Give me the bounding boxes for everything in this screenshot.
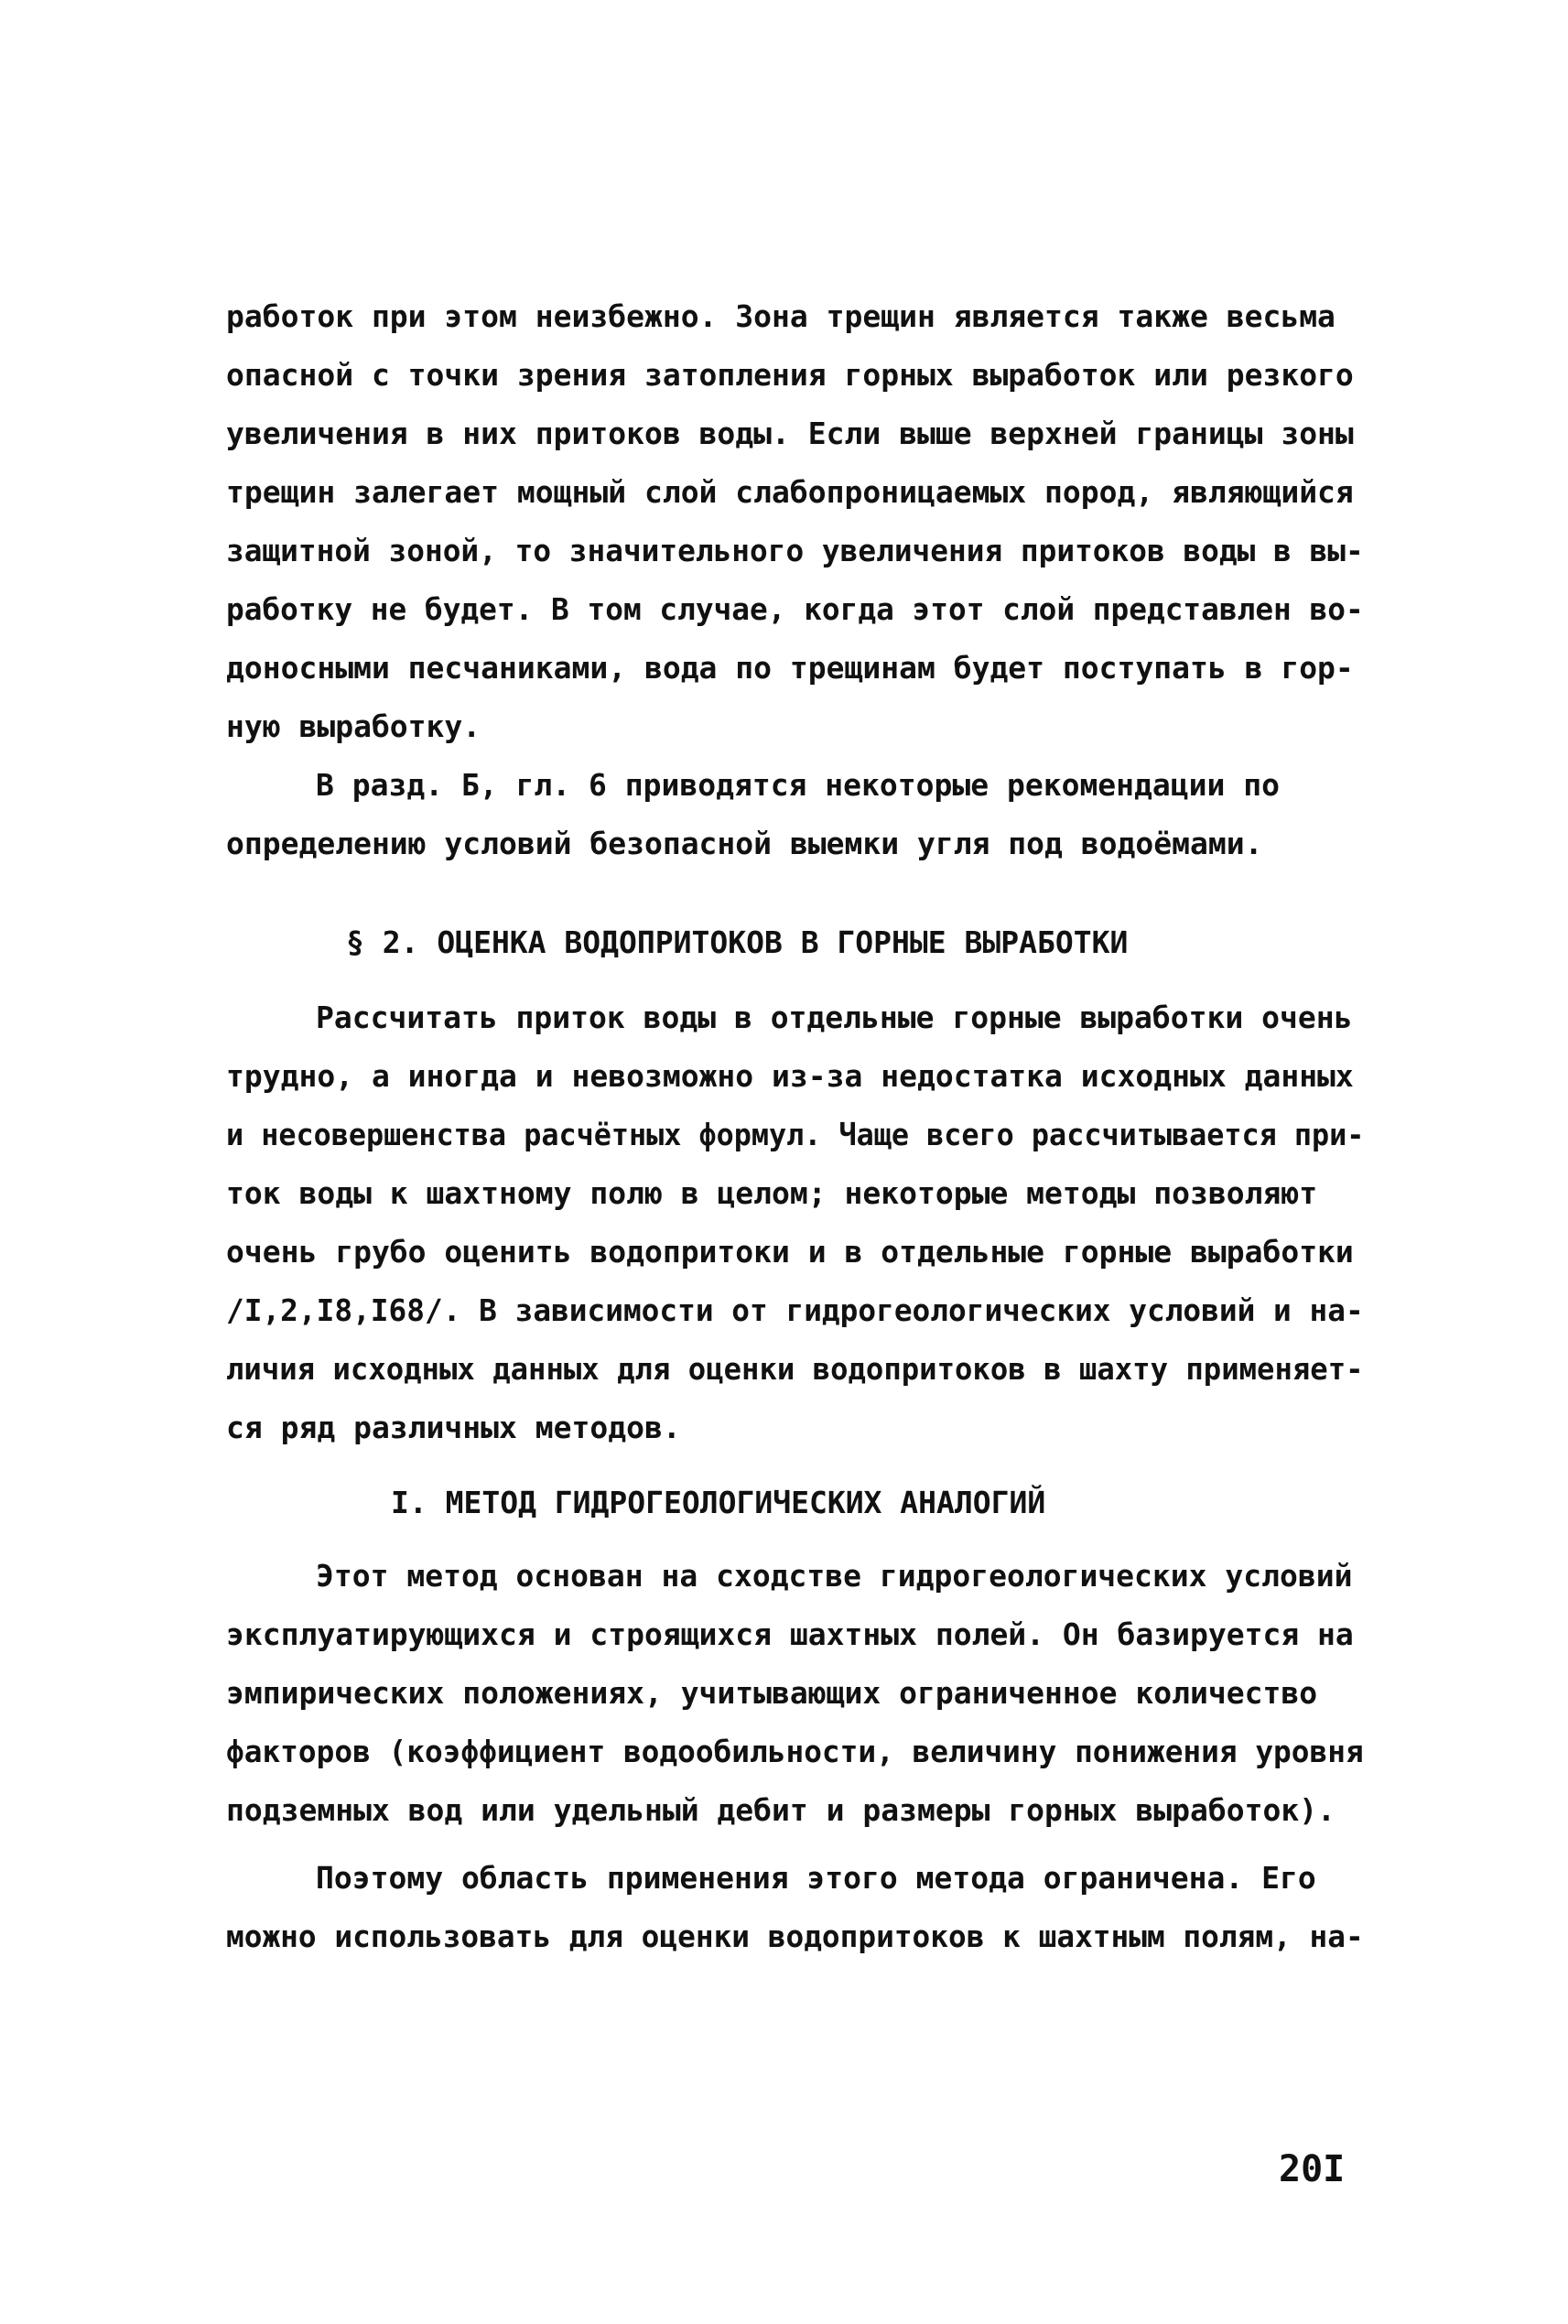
text-line: и несовершенства расчётных формул. Чаще всего рассчитывается при- [226,1117,1365,1152]
text-line: работок при этом неизбежно. Зона трещин является также весьма [226,298,1336,334]
text-line: факторов (коэффициент водообильности, величину понижения уровня [226,1734,1364,1769]
text-line: очень грубо оценить водопритоки и в отдельные горные выработки [226,1234,1354,1270]
text-line: увеличения в них притоков воды. Если выше верхней границы зоны [226,416,1354,451]
text-line: доносными песчаниками, вода по трещинам будет поступать в гор- [226,650,1354,686]
text-line: Этот метод основан на сходстве гидрогеологических условий [316,1558,1353,1594]
text-line: личия исходных данных для оценки водопритоков в шахту применяет- [226,1351,1364,1387]
text-line: эмпирических положениях, учитывающих ограниченное количество [226,1675,1318,1711]
text-line: /I,2,I8,I68/. В зависимости от гидрогеологических условий и на- [226,1292,1364,1328]
text-line: ную выработку. [226,708,481,744]
text-line: трещин залегает мощный слой слабопроницаемых пород, являющийся [226,474,1354,510]
text-line: В разд. Б, гл. 6 приводятся некоторые рекомендации по [316,767,1280,803]
text-line: ся ряд различных методов. [226,1410,681,1445]
text-line: ток воды к шахтному полю в целом; некоторые методы позволяют [226,1175,1318,1211]
text-line: защитной зоной, то значительного увеличения притоков воды в вы- [226,533,1364,568]
text-line: можно использовать для оценки водопритоков к шахтным полям, на- [226,1919,1364,1954]
text-line: Поэтому область применения этого метода ограничена. Его [316,1860,1316,1896]
text-line: работку не будет. В том случае, когда этот слой представлен во- [226,591,1364,627]
text-line: определению условий безопасной выемки угля под водоёмами. [226,826,1263,861]
text-line: Рассчитать приток воды в отдельные горные выработки очень [316,1000,1353,1035]
text-line: подземных вод или удельный дебит и размеры горных выработок). [226,1792,1336,1828]
text-line: эксплуатирующихся и строящихся шахтных полей. Он базируется на [226,1616,1354,1652]
text-line: опасной с точки зрения затопления горных выработок или резкого [226,357,1354,393]
page-number: 20I [1279,2148,1346,2190]
text-line: трудно, а иногда и невозможно из-за недостатка исходных данных [226,1058,1354,1094]
section-heading: § 2. ОЦЕНКА ВОДОПРИТОКОВ В ГОРНЫЕ ВЫРАБОТКИ [346,924,1129,960]
subsection-heading: I. МЕТОД ГИДРОГЕОЛОГИЧЕСКИХ АНАЛОГИЙ [391,1485,1046,1520]
